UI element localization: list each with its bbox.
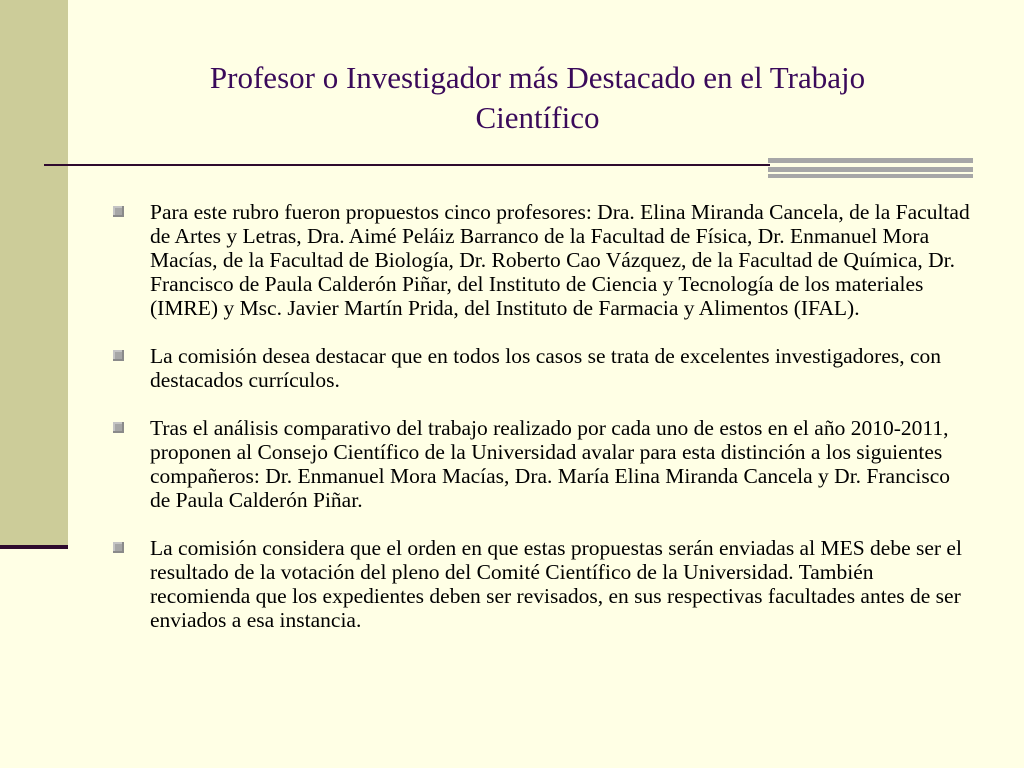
bullet-text: La comisión desea destacar que en todos los casos se trata de excelentes investigadores, con destacados currículos. (150, 344, 942, 392)
accent-bar-middle (768, 167, 973, 172)
left-band-rule (0, 545, 68, 549)
slide-title: Profesor o Investigador más Destacado en el Trabajo Científico (209, 60, 866, 135)
bullet-text: La comisión considera que el orden en que estas propuestas serán enviadas al MES debe ser el resultado de la votación del pleno del Comité Científico de la Universidad. También recomienda que los expedientes deben ser revisados, en sus respectivas facultades antes de ser enviados a esa instancia. (150, 536, 962, 632)
square-bullet-icon (113, 206, 124, 217)
square-bullet-icon (113, 350, 124, 361)
title-divider (44, 164, 770, 166)
accent-bar-top (768, 158, 973, 163)
left-decorative-band (0, 0, 68, 545)
accent-bar-bottom (768, 174, 973, 178)
bullet-text: Para este rubro fueron propuestos cinco profesores: Dra. Elina Miranda Cancela, de la Facultad de Artes y Letras, Dra. Aimé Peláiz Barranco de la Facultad de Física, Dr. Enmanuel Mora Macías, de la Facultad de Biología, Dr. Roberto Cao Vázquez, de la Facultad de Química, Dr. Francisco de Paula Calderón Piñar, del Instituto de Ciencia y Tecnología de los materiales (IMRE) y Msc. Javier Martín Prida, del Instituto de Farmacia y Alimentos (IFAL). (150, 200, 970, 320)
bullet-item (113, 344, 975, 392)
square-bullet-icon (113, 422, 124, 433)
bullet-item (113, 200, 975, 320)
square-bullet-icon (113, 542, 124, 553)
bullet-text: Tras el análisis comparativo del trabajo realizado por cada uno de estos en el año 2010-2011, proponen al Consejo Científico de la Universidad avalar para esta distinción a los siguientes compañeros: Dr. Enmanuel Mora Macías, Dra. María Elina Miranda Cancela y Dr. Francisco de Paula Calderón Piñar. (150, 416, 951, 512)
bullet-item (113, 536, 975, 632)
bullet-list (113, 200, 975, 656)
bullet-item (113, 416, 975, 512)
